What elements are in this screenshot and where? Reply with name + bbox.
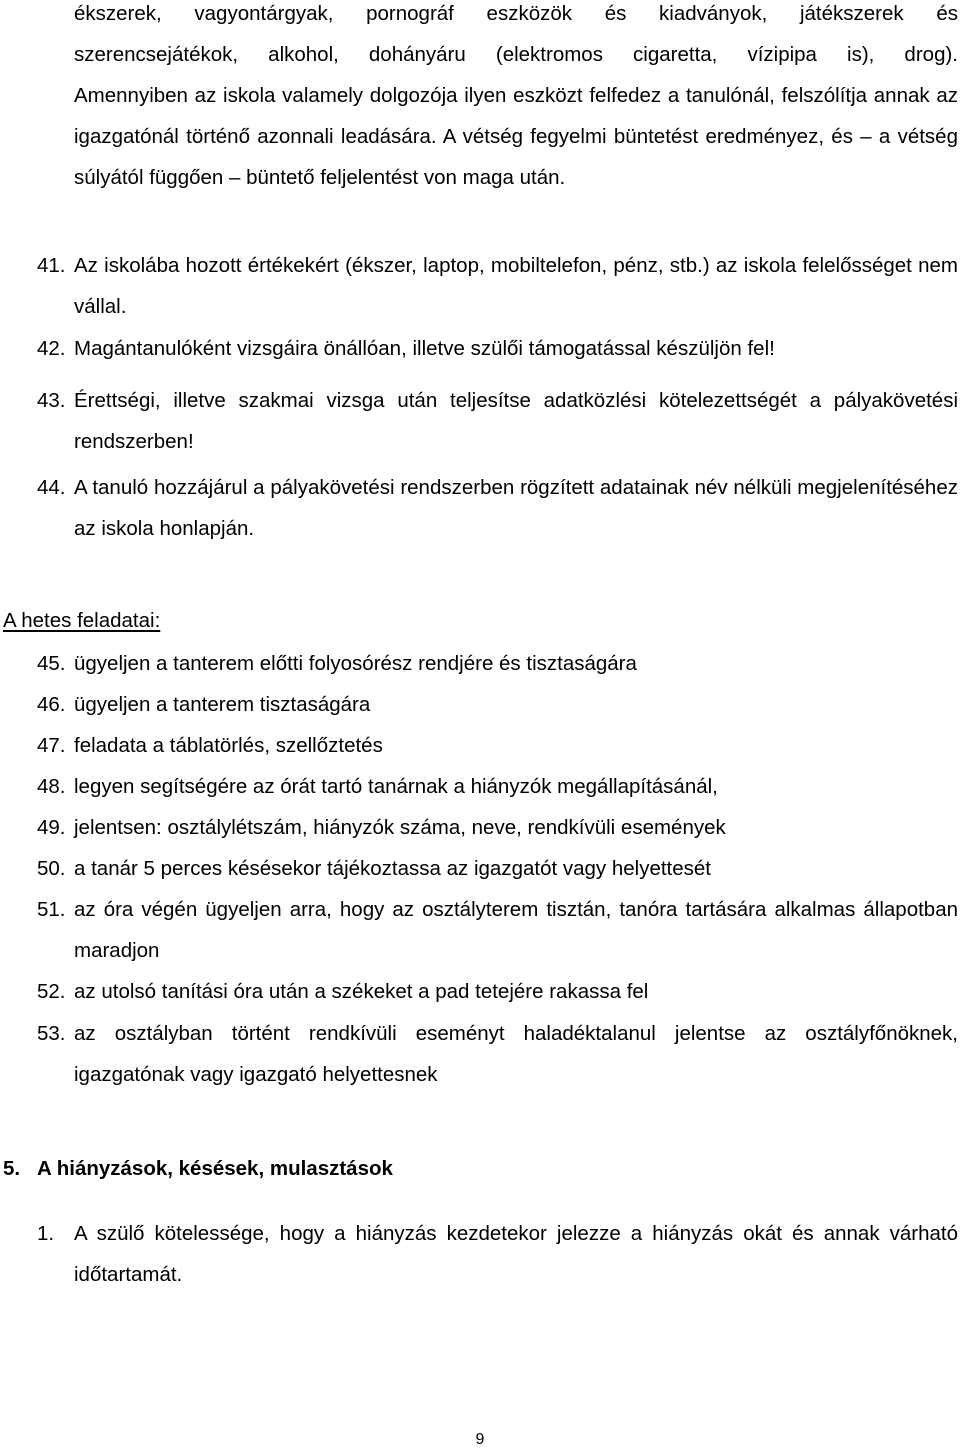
- intro-line-1: ékszerek, vagyontárgyak, pornográf eszközök és kiadványok, játékszerek és: [74, 2, 958, 25]
- section-title: A hiányzások, késések, mulasztások: [37, 1157, 393, 1180]
- list-item-number: 41.: [37, 254, 66, 277]
- list-item-text: legyen segítségére az órát tartó tanárnak a hiányzók megállapításánál,: [74, 775, 718, 798]
- list-item-number: 45.: [37, 652, 66, 675]
- list-item-number: 50.: [37, 857, 66, 880]
- list-item-text: az utolsó tanítási óra után a székeket a pad tetejére rakassa fel: [74, 980, 649, 1003]
- section-heading: [3, 1148, 393, 1189]
- list-item-number: 1.: [37, 1222, 55, 1245]
- list-item-text: ügyeljen a tanterem tisztaságára: [74, 693, 371, 716]
- list-item-number: 44.: [37, 476, 66, 499]
- list-item-number: 51.: [37, 898, 66, 921]
- list-item-number: 52.: [37, 980, 66, 1003]
- intro-line-2: szerencsejátékok, alkohol, dohányáru (elektromos cigaretta, vízipipa is), drog).: [74, 43, 958, 66]
- page-number: 9: [475, 1431, 485, 1448]
- list-item-number: 47.: [37, 734, 66, 757]
- list-item-text: az osztályban történt rendkívüli eseményt haladéktalanul jelentse az osztályfőnöknek, igazgatónak vagy igazgató helyettesnek: [74, 1022, 958, 1086]
- list-item-number: 48.: [37, 775, 66, 798]
- list-item-number: 49.: [37, 816, 66, 839]
- list-item-text: a tanár 5 perces késésekor tájékoztassa az igazgatót vagy helyettesét: [74, 857, 712, 880]
- list-item-text: feladata a táblatörlés, szellőztetés: [74, 734, 383, 757]
- intro-paragraph: Amennyiben az iskola valamely dolgozója ilyen eszközt felfedez a tanulónál, felszólítja annak az igazgatónál történő azonnali leadására. A vétség fegyelmi büntetést eredményez, és – a vétség súlyától függően – büntető feljelentést von maga után.: [74, 84, 958, 189]
- list-item-number: 42.: [37, 337, 66, 360]
- subheading-hetes: A hetes feladatai:: [3, 609, 161, 632]
- list-item-number: 53.: [37, 1022, 66, 1045]
- list-item-text: jelentsen: osztálylétszám, hiányzók száma, neve, rendkívüli események: [74, 816, 726, 839]
- list-item-text: ügyeljen a tanterem előtti folyosórész rendjére és tisztaságára: [74, 652, 637, 675]
- list-item-text: A tanuló hozzájárul a pályakövetési rendszerben rögzített adatainak név nélküli megjelenítéséhez az iskola honlapján.: [74, 476, 958, 540]
- list-item-text: A szülő kötelessége, hogy a hiányzás kezdetekor jelezze a hiányzás okát és annak várható időtartamát.: [74, 1222, 958, 1286]
- list-item-text: az óra végén ügyeljen arra, hogy az osztályterem tisztán, tanóra tartására alkalmas állapotban maradjon: [74, 898, 958, 962]
- list-item-number: 43.: [37, 389, 66, 412]
- list-item-text: Érettségi, illetve szakmai vizsga után teljesítse adatközlési kötelezettségét a pályakövetési rendszerben!: [74, 389, 958, 453]
- list-item-text: Magántanulóként vizsgáira önállóan, illetve szülői támogatással készüljön fel!: [74, 337, 775, 360]
- list-item-text: Az iskolába hozott értékekért (ékszer, laptop, mobiltelefon, pénz, stb.) az iskola felelősséget nem vállal.: [74, 254, 958, 318]
- list-item-number: 46.: [37, 693, 66, 716]
- section-number: 5.: [3, 1157, 21, 1180]
